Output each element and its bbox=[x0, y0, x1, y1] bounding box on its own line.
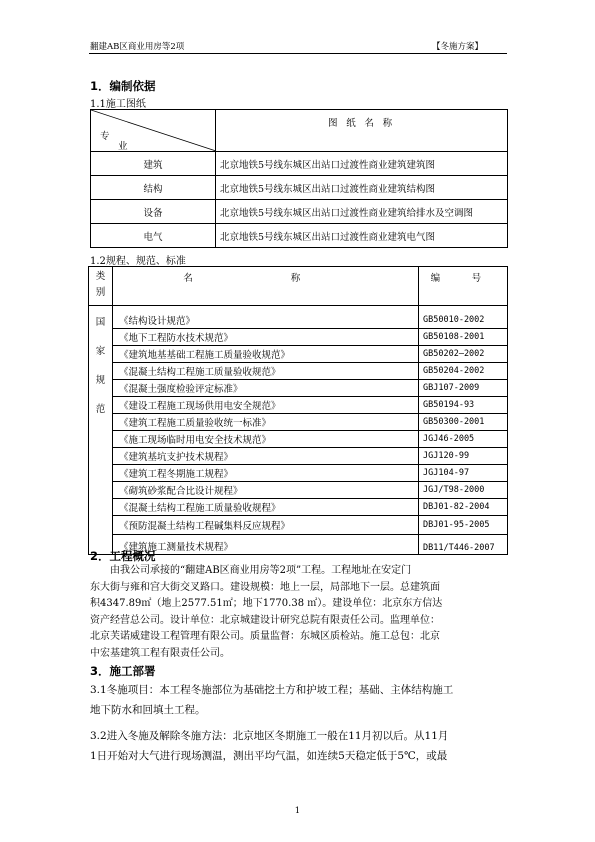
standard-code: JGJ104-97 bbox=[419, 465, 508, 482]
section2-title: 2．工程概况 bbox=[90, 549, 156, 563]
standards-table-header bbox=[89, 267, 508, 306]
standard-row bbox=[89, 448, 508, 465]
standard-name: 《建设工程施工现场供用电安全规范》 bbox=[113, 397, 419, 414]
standards-table bbox=[88, 266, 508, 555]
header-project-title: 翻建AB区商业用房等2项 bbox=[90, 42, 185, 52]
standard-code: GB50108-2001 bbox=[419, 329, 508, 346]
section2-line: 积4347.89㎡（地上2577.51㎡；地下1770.38 ㎡）。建设单位：北京东方信达 bbox=[90, 598, 443, 609]
standards-category-header bbox=[89, 267, 113, 306]
standard-code: JGJ120-99 bbox=[419, 448, 508, 465]
standard-name: 《混凝土结构工程施工质量验收规程》 bbox=[113, 499, 419, 516]
drawing-discipline: 建筑 bbox=[91, 152, 216, 176]
standard-code: JGJ/T98-2000 bbox=[419, 482, 508, 499]
drawings-corner-cell bbox=[91, 110, 216, 152]
drawing-name: 北京地铁5号线东城区出站口过渡性商业建筑电气图 bbox=[216, 224, 508, 248]
drawing-row bbox=[91, 200, 508, 224]
standard-row bbox=[89, 482, 508, 499]
standard-row bbox=[89, 465, 508, 482]
header-rule bbox=[89, 53, 507, 54]
section3-body bbox=[90, 680, 508, 766]
name-header-text: 名 称 bbox=[183, 273, 348, 284]
standard-name: 《建筑施工测量技术规程》 bbox=[113, 535, 419, 555]
section2-line: 北京芙诺威建设工程管理有限公司。质量监督：东城区质检站。施工总包：北京 bbox=[90, 631, 440, 642]
standard-code: DBJ01-95-2005 bbox=[419, 516, 508, 535]
standard-name: 《建筑工程施工质量验收统一标准》 bbox=[113, 414, 419, 431]
drawing-row bbox=[91, 152, 508, 176]
section3-line: 1日开始对大气进行现场测温，测出平均气温，如连续5天稳定低于5℃，或最 bbox=[90, 750, 448, 762]
section2-line: 东大街与雍和宫大街交叉路口。建设规模：地上一层，局部地下一层。总建筑面 bbox=[90, 581, 440, 593]
section3-title: 3．施工部署 bbox=[90, 664, 156, 678]
standard-row bbox=[89, 312, 508, 329]
drawing-row bbox=[91, 224, 508, 248]
standard-name: 《建筑基坑支护技术规程》 bbox=[113, 448, 419, 465]
drawings-table-header bbox=[91, 110, 508, 152]
standard-name: 《地下工程防水技术规范》 bbox=[113, 329, 419, 346]
drawing-name: 北京地铁5号线东城区出站口过渡性商业建筑建筑图 bbox=[216, 152, 508, 176]
category-text: 国家规范 bbox=[95, 317, 106, 415]
standard-name: 《建筑地基基础工程施工质量验收规范》 bbox=[113, 346, 419, 363]
corner-label-top: 专 bbox=[100, 131, 110, 142]
standard-row bbox=[89, 516, 508, 535]
standard-row bbox=[89, 363, 508, 380]
standard-name: 《建筑工程冬期施工规程》 bbox=[113, 465, 419, 482]
drawings-table bbox=[90, 109, 508, 248]
standard-name: 《砌筑砂浆配合比设计规程》 bbox=[113, 482, 419, 499]
standard-row bbox=[89, 431, 508, 448]
section2-line: 中宏基建筑工程有限责任公司。 bbox=[90, 647, 230, 659]
standard-name: 《混凝土结构工程施工质量验收规范》 bbox=[113, 363, 419, 380]
section2-line: 由我公司承接的“翻建AB区商业用房等2项”工程。工程地址在安定门 bbox=[110, 565, 412, 576]
corner-label-bottom: 业 bbox=[118, 141, 128, 152]
standards-category-cell bbox=[89, 306, 113, 555]
section2-body bbox=[90, 563, 508, 662]
standard-code: GB50194-93 bbox=[419, 397, 508, 414]
section1-sub1-title: 1.1施工图纸 bbox=[90, 99, 146, 110]
section2-line: 资产经营总公司。设计单位：北京城建设计研究总院有限责任公司。监理单位： bbox=[90, 614, 440, 626]
standard-name: 《结构设计规范》 bbox=[113, 312, 419, 329]
drawing-discipline: 结构 bbox=[91, 176, 216, 200]
standard-code: GB50300-2001 bbox=[419, 414, 508, 431]
standard-name: 《预防混凝土结构工程碱集料反应规程》 bbox=[113, 516, 419, 535]
drawing-name: 北京地铁5号线东城区出站口过渡性商业建筑结构图 bbox=[216, 176, 508, 200]
standard-code: GB50010-2002 bbox=[419, 312, 508, 329]
standard-row bbox=[89, 346, 508, 363]
standard-code: DB11/T446-2007 bbox=[419, 535, 508, 555]
standard-code: JGJ46-2005 bbox=[419, 431, 508, 448]
code-header-text: 编 号 bbox=[430, 273, 496, 284]
standard-row bbox=[89, 380, 508, 397]
standards-name-header bbox=[113, 267, 419, 306]
section1-title: 1．编制依据 bbox=[90, 79, 156, 93]
standard-code: GB50204-2002 bbox=[419, 363, 508, 380]
category-header-text: 类别 bbox=[95, 271, 106, 298]
section3-line: 地下防水和回填土工程。 bbox=[90, 704, 206, 716]
standard-code: GB50202—2002 bbox=[419, 346, 508, 363]
standard-name: 《混凝土强度检验评定标准》 bbox=[113, 380, 419, 397]
standard-row bbox=[89, 397, 508, 414]
drawings-name-header: 图 纸 名 称 bbox=[216, 110, 508, 152]
drawing-discipline: 电气 bbox=[91, 224, 216, 248]
drawing-discipline: 设备 bbox=[91, 200, 216, 224]
standards-code-header bbox=[419, 267, 508, 306]
drawing-row bbox=[91, 176, 508, 200]
drawing-name: 北京地铁5号线东城区出站口过渡性商业建筑给排水及空调图 bbox=[216, 200, 508, 224]
standard-code: DBJ01-82-2004 bbox=[419, 499, 508, 516]
section3-line: 3.2进入冬施及解除冬施方法：北京地区冬期施工一般在11月初以后。从11月 bbox=[90, 730, 449, 742]
section1-sub2-title: 1.2规程、规范、标准 bbox=[90, 256, 186, 267]
standard-row bbox=[89, 499, 508, 516]
page-number: 1 bbox=[294, 806, 301, 816]
section3-line: 3.1冬施项目：本工程冬施部位为基础挖土方和护坡工程；基础、主体结构施工 bbox=[90, 684, 454, 696]
standard-row bbox=[89, 329, 508, 346]
standard-row bbox=[89, 414, 508, 431]
standard-name: 《施工现场临时用电安全技术规范》 bbox=[113, 431, 419, 448]
header-document-type: 【冬施方案】 bbox=[432, 42, 484, 52]
standard-code: GBJ107-2009 bbox=[419, 380, 508, 397]
